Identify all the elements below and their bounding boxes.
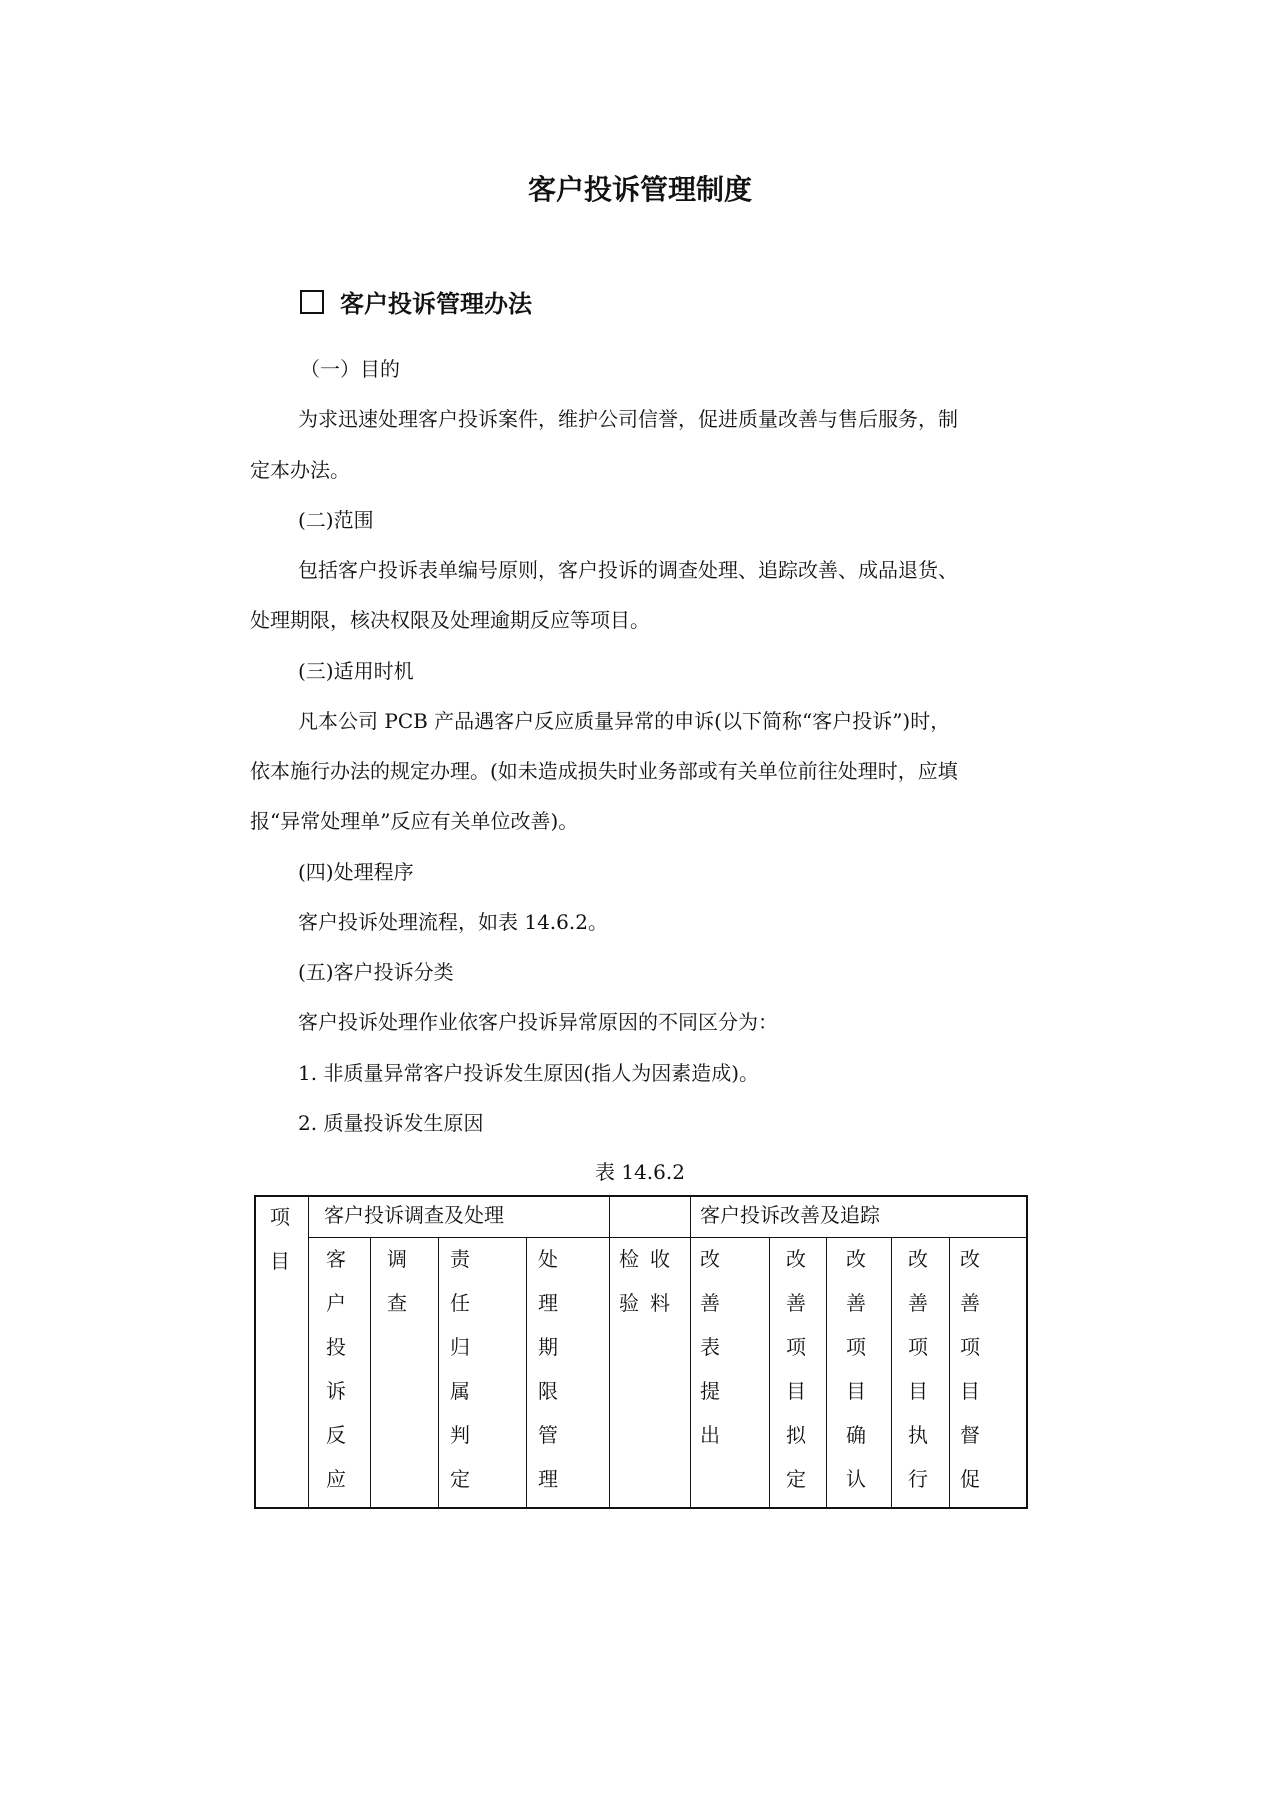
paragraph-scope-line2: 处理期限，核决权限及处理逾期反应等项目。 <box>250 608 650 632</box>
table-border-right <box>1026 1195 1028 1509</box>
paragraph-purpose-line1: 为求迅速处理客户投诉案件，维护公司信誉，促进质量改善与售后服务，制 <box>298 407 958 431</box>
list-item-1: 1. 非质量异常客户投诉发生原因(指人为因素造成)。 <box>298 1061 760 1085</box>
heading-scope: (二)范围 <box>298 508 374 532</box>
table-col-line <box>609 1195 610 1509</box>
table-border-left <box>254 1195 256 1509</box>
table-col-line <box>370 1237 371 1509</box>
table-col-line <box>826 1237 827 1509</box>
heading-procedure: (四)处理程序 <box>298 860 414 884</box>
table-cell-inspection: 检验 <box>619 1247 639 1315</box>
list-item-2: 2. 质量投诉发生原因 <box>298 1111 484 1135</box>
paragraph-purpose-line2: 定本办法。 <box>250 458 350 482</box>
table-col-line <box>949 1237 950 1509</box>
table-cell-receiving: 收料 <box>650 1247 670 1315</box>
table-cell-improvement-sheet: 改善表提出 <box>700 1247 732 1447</box>
table-header-investigation: 客户投诉调查及处理 <box>324 1203 504 1227</box>
table-col-line <box>526 1237 527 1509</box>
table-header-improvement: 客户投诉改善及追踪 <box>700 1203 880 1227</box>
table-col-line <box>891 1237 892 1509</box>
table-col-line <box>769 1237 770 1509</box>
table-col-line <box>308 1195 309 1509</box>
table-cell-improvement-execute: 改善项目执行 <box>908 1247 928 1491</box>
process-table <box>254 1195 1028 1509</box>
heading-timing: (三)适用时机 <box>298 659 414 683</box>
heading-purpose: （一）目的 <box>300 357 400 381</box>
section-heading <box>300 284 532 319</box>
paragraph-timing-line3: 报“异常处理单”反应有关单位改善)。 <box>250 809 579 833</box>
table-cell-complaint-response: 客户投诉反应 <box>326 1247 346 1491</box>
table-col-line <box>690 1195 691 1509</box>
section-heading-text: 客户投诉管理办法 <box>340 290 532 318</box>
table-cell-improvement-supervise: 改善项目督促 <box>960 1247 992 1491</box>
table-caption: 表 14.6.2 <box>595 1160 685 1184</box>
paragraph-timing-line2: 依本施行办法的规定办理。(如未造成损失时业务部或有关单位前往处理时，应填 <box>250 759 958 783</box>
heading-classification: (五)客户投诉分类 <box>298 960 454 984</box>
paragraph-timing-line1: 凡本公司 PCB 产品遇客户反应质量异常的申诉(以下简称“客户投诉”)时， <box>298 709 951 733</box>
paragraph-procedure: 客户投诉处理流程，如表 14.6.2。 <box>298 910 608 934</box>
document-title: 客户投诉管理制度 <box>527 173 752 206</box>
table-cell-deadline-management: 处理期限管理 <box>538 1247 572 1491</box>
checkbox-square-icon <box>300 290 324 314</box>
table-cell-investigation: 调查 <box>387 1247 407 1315</box>
table-cell-improvement-confirm: 改善项目确认 <box>846 1247 866 1491</box>
table-cell-responsibility: 责任归属判定 <box>450 1247 488 1491</box>
paragraph-classification: 客户投诉处理作业依客户投诉异常原因的不同区分为： <box>298 1010 778 1034</box>
table-col-line <box>438 1237 439 1509</box>
table-cell-improvement-draft: 改善项目拟定 <box>786 1247 806 1491</box>
paragraph-scope-line1: 包括客户投诉表单编号原则，客户投诉的调查处理、追踪改善、成品退货、 <box>298 558 958 582</box>
table-header-item: 项目 <box>270 1205 290 1273</box>
